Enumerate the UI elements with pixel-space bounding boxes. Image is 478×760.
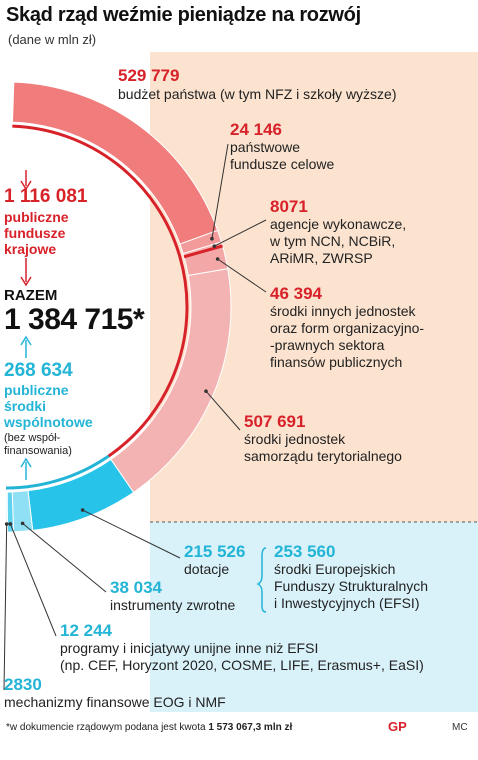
- author-credit: MC: [452, 722, 468, 733]
- bracket-label-efsi: środki Europejskich Funduszy Strukturalnych i Inwestycyjnych (EFSI): [274, 561, 429, 611]
- slice-label-returnable: instrumenty zwrotne: [110, 597, 236, 613]
- group-value-eu: 268 634: [4, 360, 73, 381]
- slice-label-local-gov: środki jednostek samorządu terytorialnego: [244, 431, 402, 464]
- donut-slice-7: [7, 492, 13, 532]
- leader-dot-8: [5, 522, 9, 526]
- slice-value-other-eu: 12 244: [60, 621, 112, 640]
- slice-value-grants: 215 526: [184, 542, 246, 561]
- slice-value-funds: 24 146: [230, 120, 282, 139]
- leader-dot-1: [210, 237, 214, 241]
- slice-label-funds: państwowe fundusze celowe: [230, 139, 335, 172]
- leader-dot-2: [213, 244, 217, 248]
- slice-value-local-gov: 507 691: [244, 412, 306, 431]
- publisher-logo: GP: [388, 719, 407, 734]
- leader-dot-6: [21, 522, 25, 526]
- group-note-eu: (bez współ- finansowania): [4, 432, 72, 457]
- slice-label-grants: dotacje: [184, 561, 230, 577]
- slice-value-agencies: 8071: [270, 197, 308, 216]
- slice-label-other-eu: programy i inicjatywy unijne inne niż EFSI (np. CEF, Horyzont 2020, COSME, LIFE, Erasmus+, EaSI): [60, 640, 424, 673]
- slice-label-eea: mechanizmy finansowe EOG i NMF: [4, 694, 226, 710]
- chart-subtitle: (dane w mln zł): [8, 32, 97, 47]
- leader-dot-5: [81, 508, 85, 512]
- total-label: RAZEM: [4, 287, 58, 304]
- slice-label-agencies: agencje wykonawcze, w tym NCN, NCBiR, ARiMR, ZWRSP: [270, 216, 407, 266]
- slice-value-budget: 529 779: [118, 66, 180, 85]
- group-value-national: 1 116 081: [4, 186, 88, 207]
- leader-dot-7: [9, 522, 13, 526]
- slice-value-eea: 2830: [4, 675, 42, 694]
- chart-title: Skąd rząd weźmie pieniądze na rozwój: [6, 4, 361, 26]
- slice-value-other-units: 46 394: [270, 284, 322, 303]
- footnote: *w dokumencie rządowym podana jest kwota 1 573 067,3 mln zł: [6, 722, 293, 733]
- slice-label-other-units: środki innych jednostek oraz form organizacyjno- -prawnych sektora finansów publicznych: [270, 303, 425, 370]
- slice-label-budget: budżet państwa (w tym NFZ i szkoły wyższe): [118, 86, 397, 102]
- leader-dot-4: [204, 389, 208, 393]
- bracket-value-efsi: 253 560: [274, 542, 336, 561]
- group-label-national: publiczne fundusze krajowe: [4, 209, 69, 257]
- group-label-eu: publiczne środki wspólnotowe: [4, 382, 93, 430]
- total-value: 1 384 715*: [4, 303, 145, 336]
- slice-value-returnable: 38 034: [110, 578, 162, 597]
- leader-dot-3: [216, 257, 220, 261]
